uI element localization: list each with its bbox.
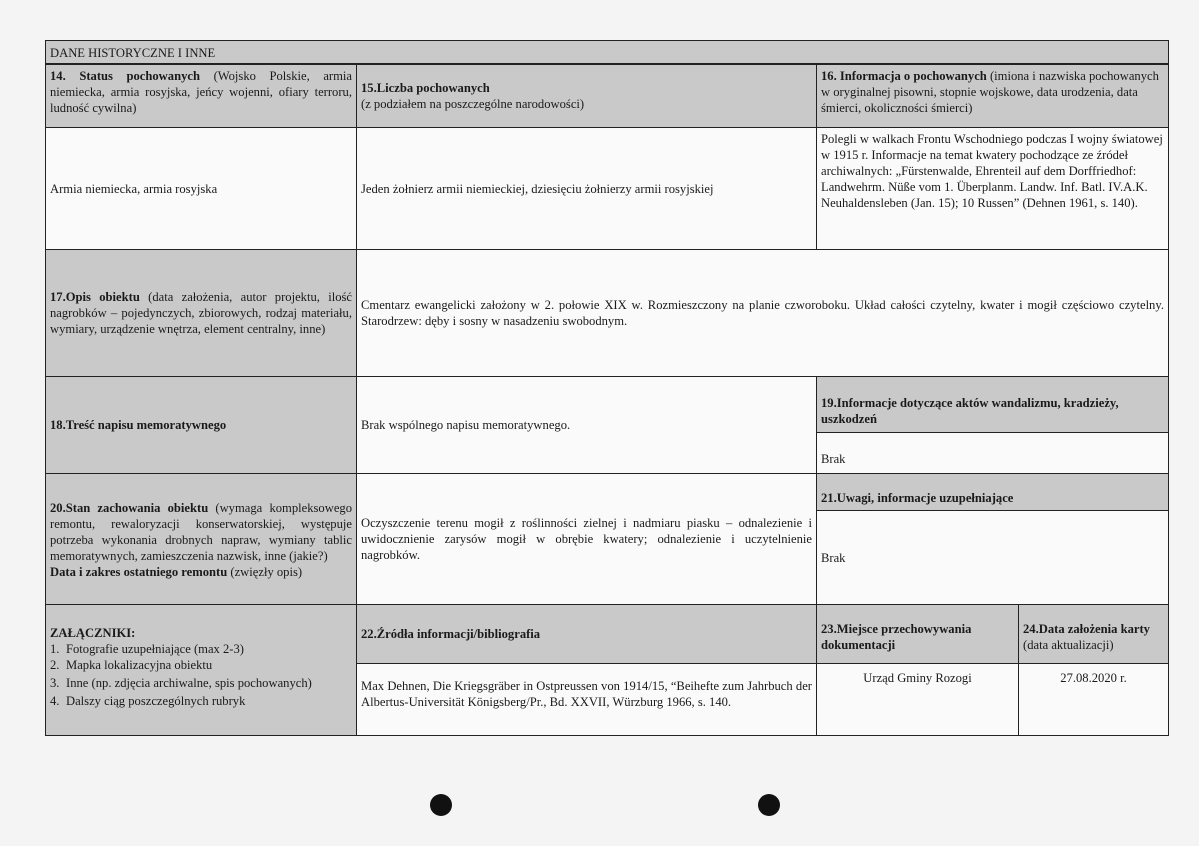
- f15-title: 15.Liczba pochowanych: [361, 81, 490, 95]
- form-sheet: [45, 40, 1169, 736]
- attachment-item: 2. Mapka lokalizacyjna obiektu: [50, 658, 213, 672]
- f20-desc: (wymaga kompleksowego remontu, rewaloryzacji konserwatorskiej, występuje potrzeba wykonania drobnych napraw, wymiany tablic memoratywnych, zamieszczenia nazwisk, inne (jakie?): [50, 501, 352, 563]
- f14-desc: (Wojsko Polskie, armia niemiecka, armia rosyjska, jeńcy wojenni, ofiary terroru, ludność cywilna): [50, 69, 352, 115]
- f18-value: Brak wspólnego napisu memoratywnego.: [356, 376, 817, 474]
- attachments: [45, 604, 357, 736]
- f22-label: 22.Źródła informacji/bibliografia: [356, 604, 817, 664]
- f17-value: Cmentarz ewangelicki założony w 2. połowie XIX w. Rozmieszczony na planie czworoboku. Układ całości czytelny, kwater i mogił częściowo czytelny. Starodrzew: dęby i sosny w nasadzeniu swobodnym.: [356, 249, 1169, 377]
- f17-desc: (data założenia, autor projektu, ilość nagrobków – pojedynczych, zbiorowych, rodzaj materiału, wymiary, urządzenie wnętrza, element centralny, inne): [50, 290, 352, 336]
- f23-value: Urząd Gminy Rozogi: [816, 663, 1019, 736]
- f16-value: Polegli w walkach Frontu Wschodniego podczas I wojny światowej w 1915 r. Informacje na temat kwatery pochodzące ze źródeł archiwalnych: „Fürstenwalde, Ehrenteil auf dem Dorffriedhof: Landwehrm. Nüße vom 1. Überplanm. Landw. Inf. Batl. IV.A.K. Neuhaldensleben (Jan. 15); 10 Russen” (Dehnen 1961, s. 140).: [816, 127, 1169, 250]
- f20-title: 20.Stan zachowania obiektu: [50, 501, 209, 515]
- f24-value: 27.08.2020 r.: [1018, 663, 1169, 736]
- f17-label: [45, 249, 357, 377]
- f15-label: [356, 64, 817, 128]
- attachment-item: 3. Inne (np. zdjęcia archiwalne, spis pochowanych): [50, 676, 312, 690]
- attachment-item: 1. Fotografie uzupełniające (max 2-3): [50, 642, 244, 656]
- punch-hole-right: [758, 794, 780, 816]
- f18-label: 18.Treść napisu memoratywnego: [45, 376, 357, 474]
- f20-desc2: (zwięzły opis): [227, 565, 303, 579]
- f16-desc: (imiona i nazwiska pochowanych w oryginalnej pisowni, stopnie wojskowe, data urodzenia, data śmierci, okoliczności śmierci): [821, 69, 1159, 115]
- f14-title: 14. Status pochowanych: [50, 69, 200, 83]
- f15-desc: (z podziałem na poszczególne narodowości): [361, 97, 585, 111]
- f19-label: 19.Informacje dotyczące aktów wandalizmu, kradzieży, uszkodzeń: [816, 376, 1169, 433]
- f20-label: [45, 473, 357, 605]
- f22-value: Max Dehnen, Die Kriegsgräber in Ostpreussen von 1914/15, “Beihefte zum Jahrbuch der Albertus-Universität Königsberg/Pr., Bd. XXVII, Würzburg 1966, s. 140.: [356, 663, 817, 736]
- attachment-item: 4. Dalszy ciąg poszczególnych rubryk: [50, 694, 246, 708]
- f19-value: Brak: [816, 432, 1169, 474]
- f21-value: Brak: [816, 510, 1169, 605]
- attachments-list: [50, 641, 352, 709]
- f16-title: 16. Informacja o pochowanych: [821, 69, 987, 83]
- f24-desc: (data aktualizacji): [1023, 638, 1114, 652]
- f16-label: [816, 64, 1169, 128]
- f24-label: [1018, 604, 1169, 664]
- f14-value: Armia niemiecka, armia rosyjska: [45, 127, 357, 250]
- f15-value: Jeden żołnierz armii niemieckiej, dziesięciu żołnierzy armii rosyjskiej: [356, 127, 817, 250]
- f20-title2: Data i zakres ostatniego remontu: [50, 565, 228, 579]
- punch-hole-left: [430, 794, 452, 816]
- attachments-title: ZAŁĄCZNIKI:: [50, 626, 136, 640]
- f20-value: Oczyszczenie terenu mogił z roślinności zielnej i nadmiaru piasku – odnalezienie i uwidocznienie zarysów mogił w obrębie kwatery; odnalezienie i uczytelnienie nagrobków.: [356, 473, 817, 605]
- f21-label: 21.Uwagi, informacje uzupełniające: [816, 473, 1169, 511]
- f17-title: 17.Opis obiektu: [50, 290, 140, 304]
- f24-title: 24.Data założenia karty: [1023, 622, 1150, 636]
- f23-label: 23.Miejsce przechowywania dokumentacji: [816, 604, 1019, 664]
- section-header: DANE HISTORYCZNE I INNE: [45, 40, 1169, 64]
- f14-label: [45, 64, 357, 128]
